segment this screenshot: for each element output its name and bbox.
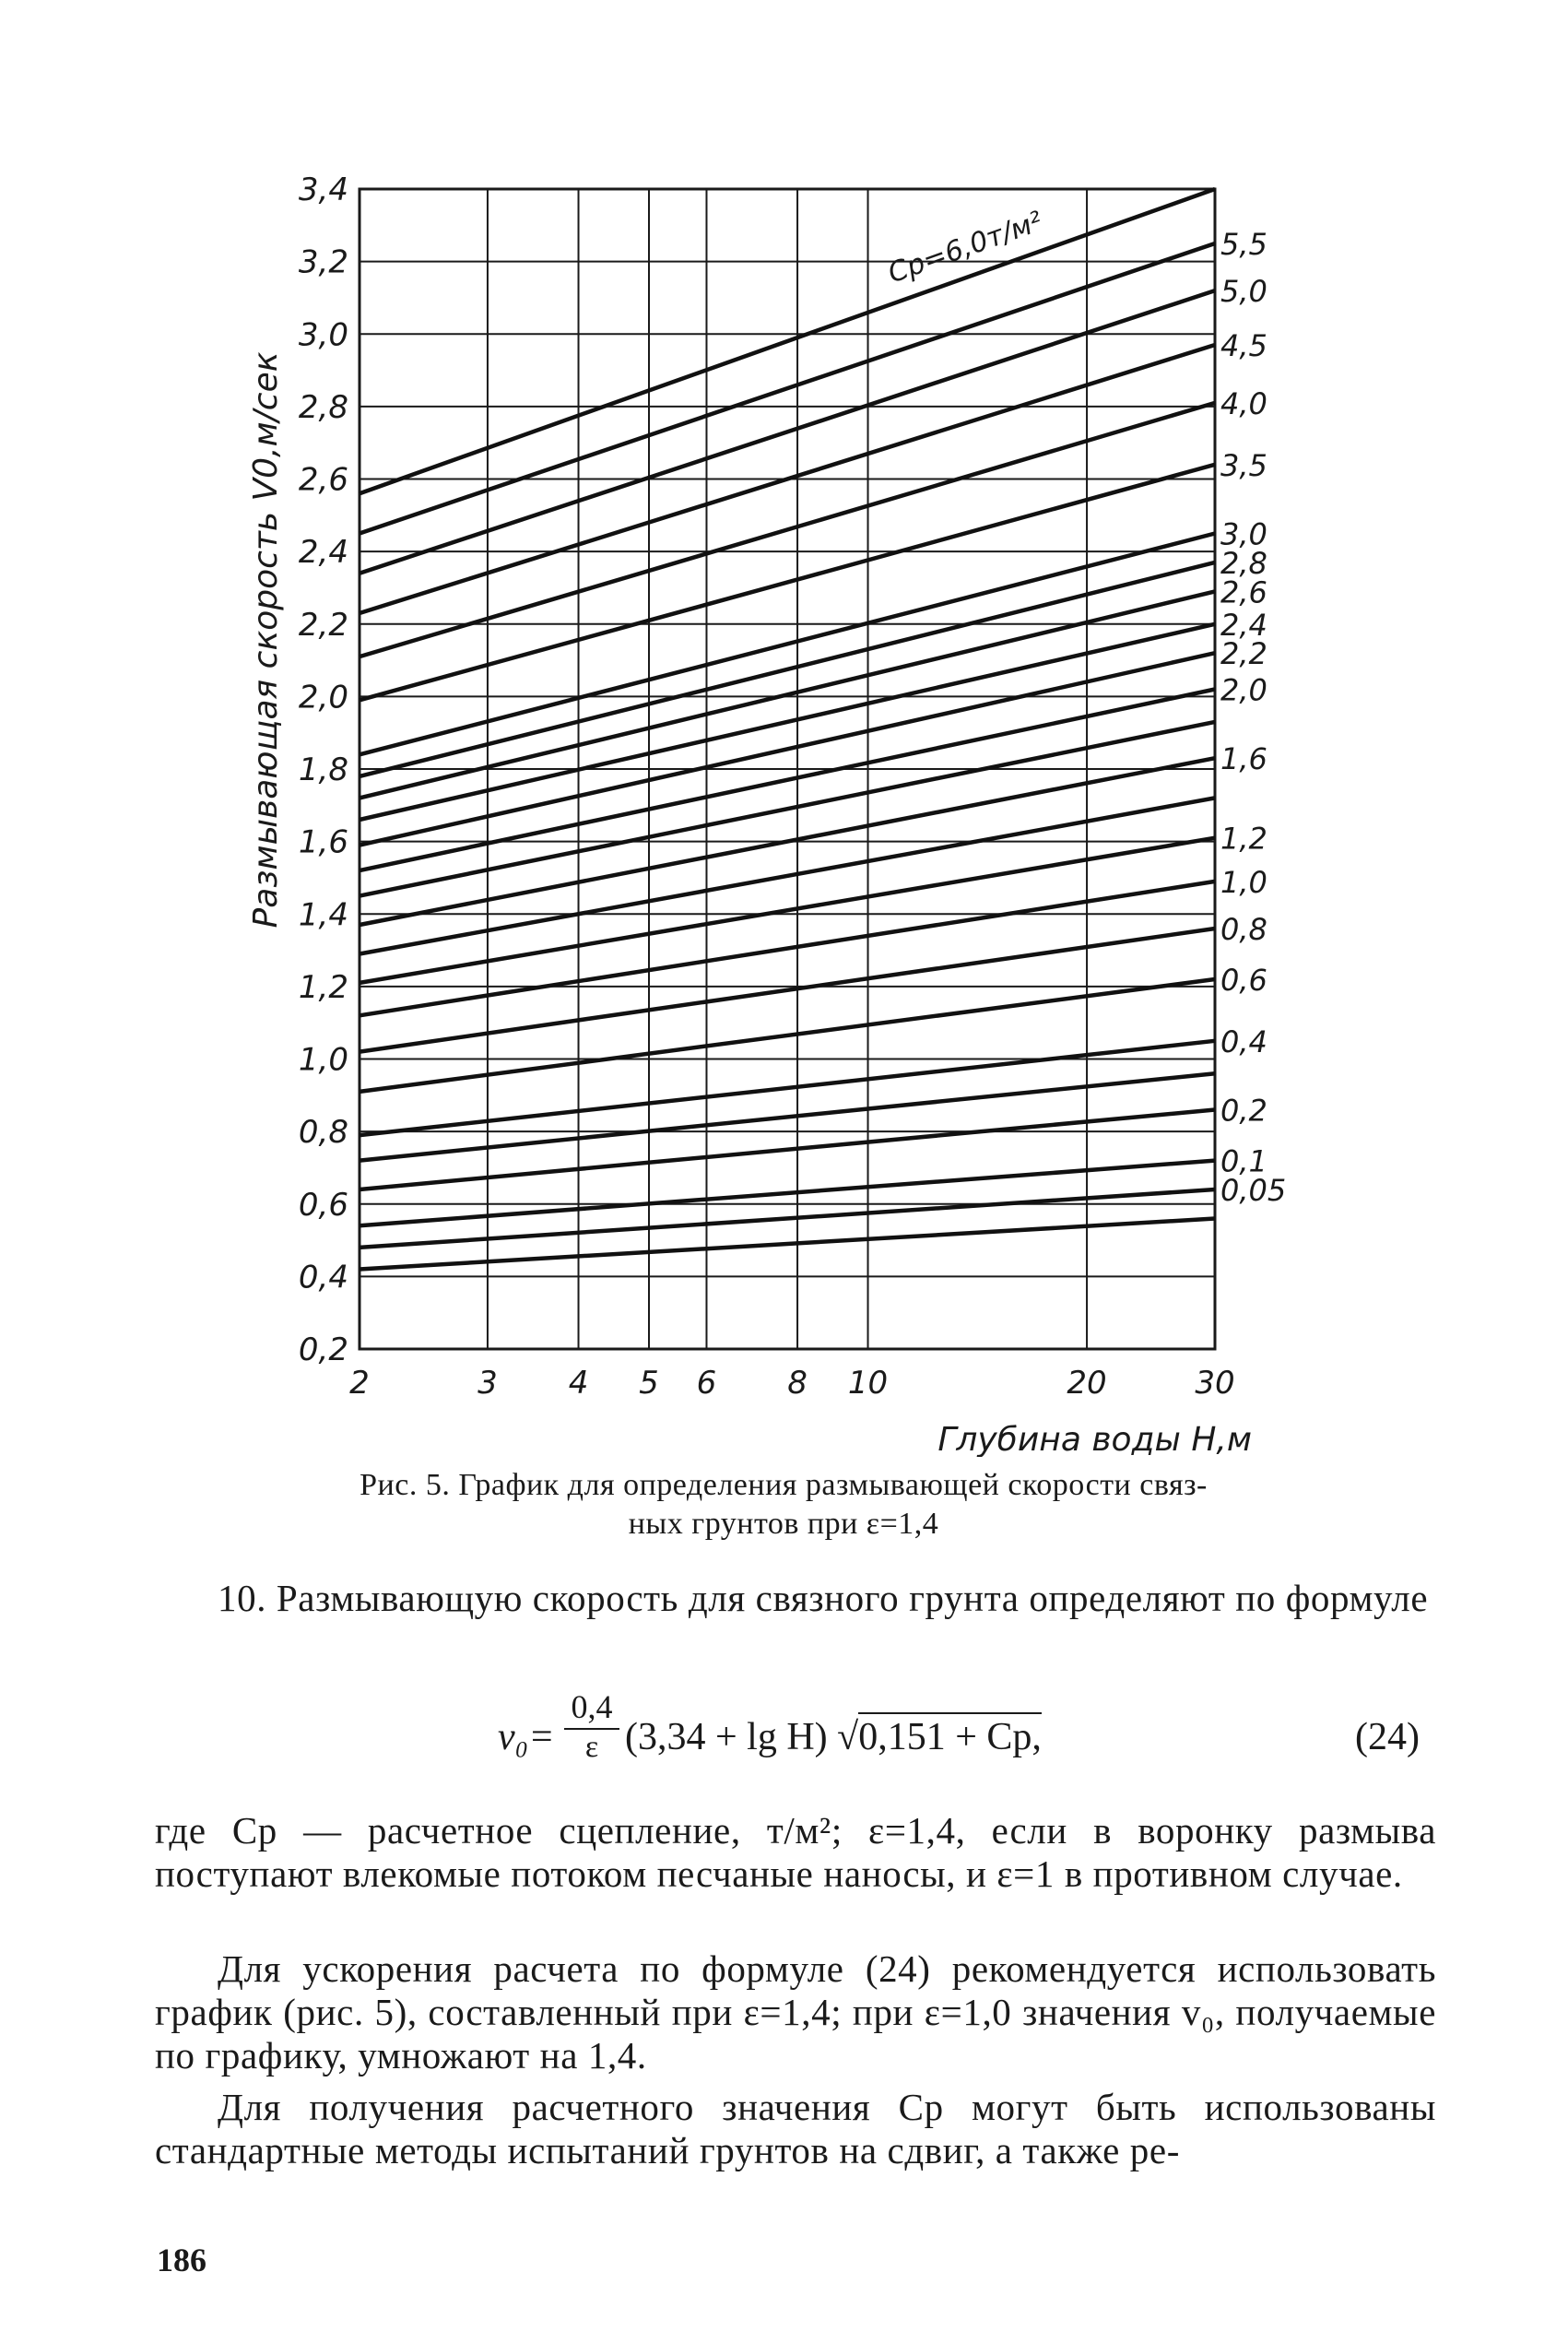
formula-denominator: ε xyxy=(584,1730,599,1764)
x-tick-label: 30 xyxy=(1195,1365,1235,1402)
series-end-label: 1,2 xyxy=(1220,821,1267,857)
series-end-label: 0,6 xyxy=(1220,963,1267,999)
series-end-label: 0,4 xyxy=(1220,1024,1267,1059)
formula-lhs: v₀= xyxy=(498,1716,555,1758)
series-end-label: 0,05 xyxy=(1220,1173,1287,1209)
y-tick-label: 1,2 xyxy=(298,968,348,1006)
formula-24 xyxy=(498,1687,1420,1789)
x-tick-label: 8 xyxy=(787,1365,808,1402)
x-tick-label: 10 xyxy=(847,1365,889,1402)
x-tick-label: 20 xyxy=(1067,1365,1107,1402)
x-tick-label: 6 xyxy=(696,1365,717,1402)
series-end-label: 0,1 xyxy=(1220,1143,1267,1179)
formula-numerator: 0,4 xyxy=(564,1687,619,1730)
series-end-label: 0,8 xyxy=(1220,911,1267,947)
y-tick-label: 0,6 xyxy=(298,1186,348,1224)
y-tick-label: 2,8 xyxy=(298,388,348,426)
formula-radicand: 0,151 + Cр, xyxy=(858,1712,1042,1758)
series-end-label: 3,5 xyxy=(1220,447,1267,483)
y-tick-label: 2,4 xyxy=(298,534,348,572)
formula-middle: (3,34 + lg H) √ xyxy=(625,1716,859,1758)
caption-line-2: ных грунтов при ε=1,4 xyxy=(628,1507,939,1541)
series-end-label: 3,0 xyxy=(1220,516,1267,552)
series-end-label: 0,2 xyxy=(1220,1093,1267,1129)
paragraph-2: где Cр — расчетное сцепление, т/м²; ε=1,4, если в воронку размыва поступают влекомые потоком песчаные наносы, и ε=1 в противном случае. xyxy=(155,1809,1436,1895)
paragraph-1: 10. Размывающую скорость для связного грунта определяют по формуле xyxy=(218,1577,1429,1619)
y-tick-label: 2,6 xyxy=(298,461,348,499)
x-tick-label: 5 xyxy=(639,1365,659,1402)
y-tick-label: 1,6 xyxy=(298,823,348,861)
y-tick-label: 3,4 xyxy=(298,172,348,208)
series-end-label: 2,8 xyxy=(1220,545,1267,581)
y-tick-label: 0,4 xyxy=(298,1259,348,1296)
formula-body xyxy=(625,1715,1042,1759)
series-end-label: 4,0 xyxy=(1220,385,1267,421)
figure-caption xyxy=(277,1466,1291,1544)
series-end-label: 5,0 xyxy=(1220,274,1267,310)
y-tick-label: 2,0 xyxy=(298,679,348,716)
series-end-label: 1,6 xyxy=(1220,741,1267,777)
x-tick-label: 4 xyxy=(568,1365,589,1402)
x-axis-title: Глубина воды Н,м xyxy=(937,1421,1252,1457)
equation-number: (24) xyxy=(1355,1716,1420,1758)
series-end-label: 2,2 xyxy=(1220,636,1267,672)
paragraph-3: Для ускорения расчета по формуле (24) рекомендуется использовать график (рис. 5), составленный при ε=1,4; при ε=1,0 значения v₀, получаемые по графику, умножают на 1,4. xyxy=(155,1947,1436,2077)
y-tick-label: 1,0 xyxy=(298,1041,348,1079)
series-end-label: 2,6 xyxy=(1220,574,1267,610)
series-end-label: 4,5 xyxy=(1220,328,1267,364)
series-end-label: 5,5 xyxy=(1220,226,1267,262)
series-end-label: 2,0 xyxy=(1220,672,1267,708)
y-tick-label: 1,8 xyxy=(298,751,348,788)
y-tick-label: 3,2 xyxy=(298,243,348,281)
page-number: 186 xyxy=(157,2242,206,2278)
top-curve-label: Cp=6,0т/м² xyxy=(883,205,1047,290)
x-tick-label: 2 xyxy=(349,1365,370,1402)
caption-line-1: Рис. 5. График для определения размывающей скорости связ- xyxy=(360,1468,1208,1502)
y-tick-label: 1,4 xyxy=(298,896,348,934)
paragraph-4: Для получения расчетного значения Cр могут быть использованы стандартные методы испытаний грунтов на сдвиг, а также ре- xyxy=(155,2086,1436,2171)
y-tick-label: 0,8 xyxy=(298,1114,348,1152)
y-tick-label: 2,2 xyxy=(298,606,348,644)
formula-fraction xyxy=(564,1687,619,1765)
y-axis-title: Размывающая скорость V0,м/сек xyxy=(247,351,285,929)
series-end-label: 1,0 xyxy=(1220,864,1267,900)
series-end-label: 2,4 xyxy=(1220,607,1267,643)
y-tick-label: 0,2 xyxy=(298,1331,348,1368)
y-tick-label: 3,0 xyxy=(298,316,348,354)
x-tick-label: 3 xyxy=(477,1365,498,1402)
